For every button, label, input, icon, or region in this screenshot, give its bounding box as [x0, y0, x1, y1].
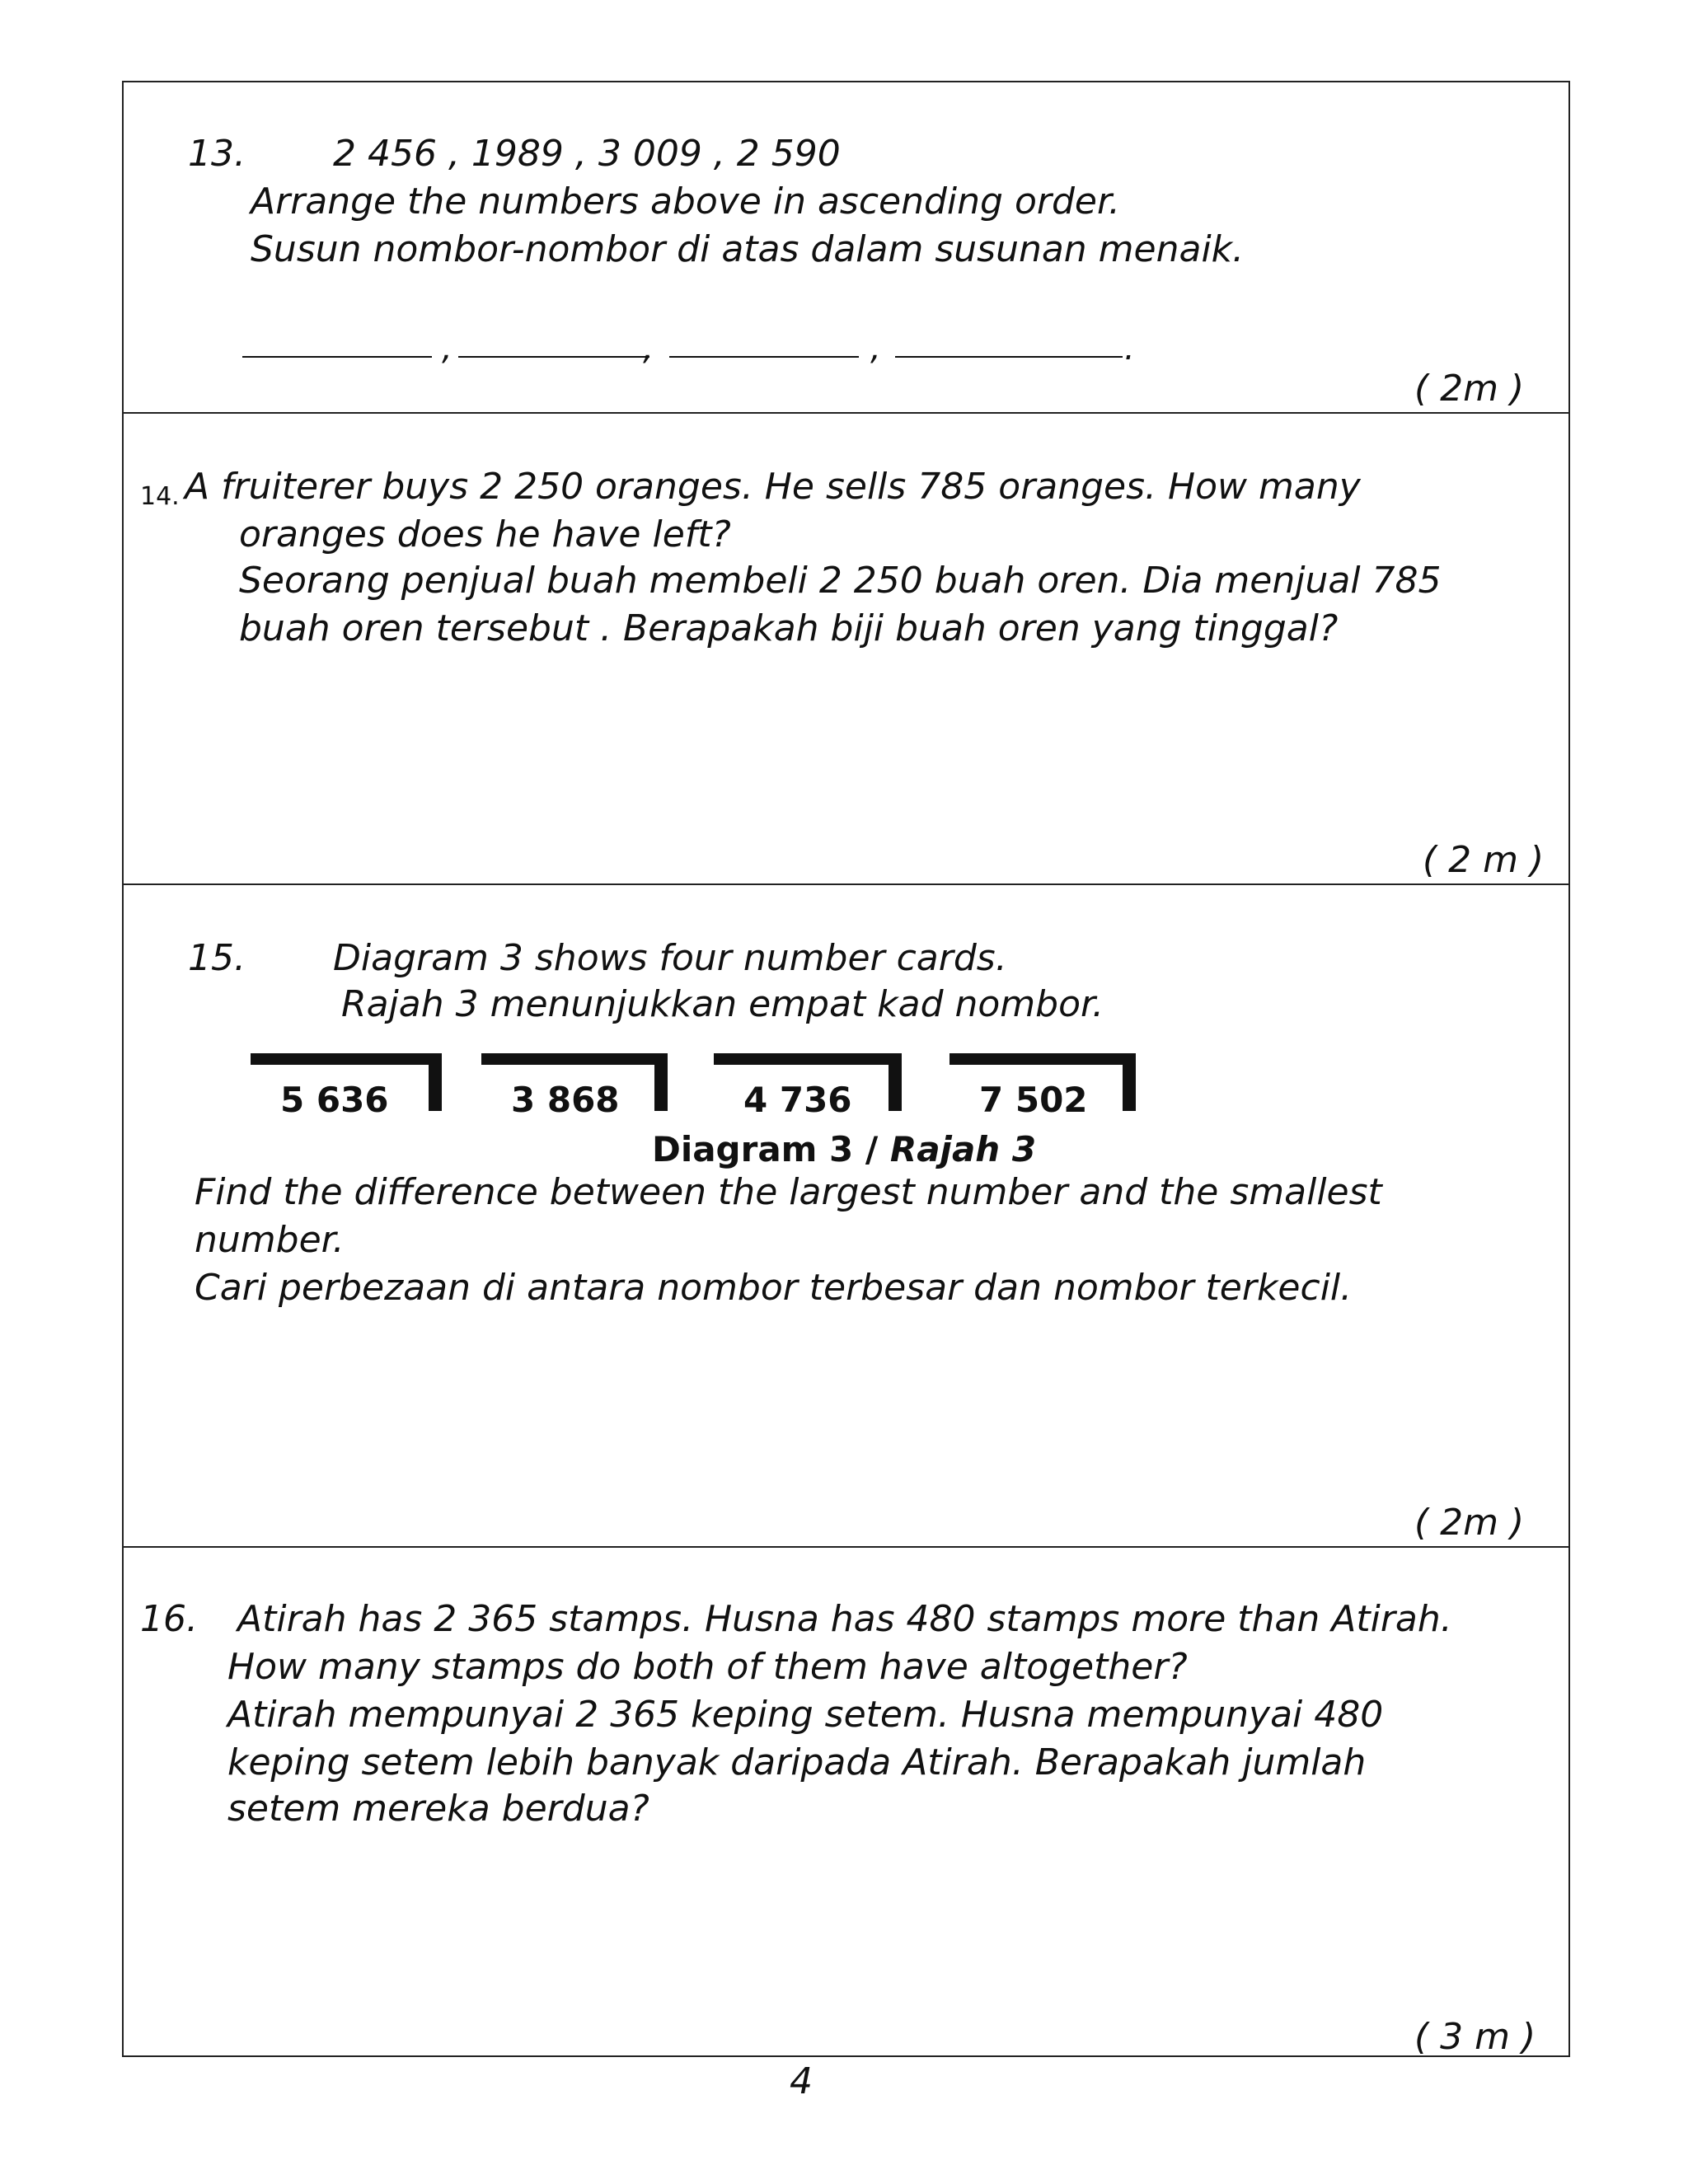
question-16-line-2: How many stamps do both of them have altogether?: [227, 1646, 1188, 1688]
question-14-line-1: A fruiterer buys 2 250 oranges. He sells 785 oranges. How many: [185, 466, 1361, 508]
number-card-1: [251, 1053, 442, 1111]
answer-comma-3: ,: [870, 330, 881, 368]
question-13-line-ms: Susun nombor-nombor di atas dalam susunan menaik.: [251, 228, 1245, 270]
diagram-caption-italic: Rajah 3: [889, 1129, 1037, 1169]
question-13-line-en: Arrange the numbers above in ascending order.: [251, 180, 1120, 223]
question-15-ask-2: number.: [195, 1219, 345, 1261]
question-16-number: 16.: [140, 1598, 198, 1640]
question-13-number: 13.: [188, 133, 246, 175]
number-card-4: [950, 1053, 1136, 1111]
number-card-2-value: 3 868: [511, 1080, 620, 1113]
question-13-values: 2 456 , 1989 , 3 009 , 2 590: [333, 133, 841, 175]
number-card-2: [481, 1053, 668, 1111]
diagram-caption: [0, 1129, 1688, 1169]
question-15-ask-1: Find the difference between the largest number and the smallest: [195, 1171, 1382, 1213]
question-15-number: 15.: [188, 937, 246, 979]
answer-blank-3[interactable]: [669, 356, 859, 358]
question-14-number: 14.: [140, 482, 180, 511]
number-card-4-value: 7 502: [979, 1080, 1088, 1113]
question-15-line-en: Diagram 3 shows four number cards.: [333, 937, 1007, 979]
answer-comma-1: ,: [442, 330, 452, 368]
question-14-line-3: Seorang penjual buah membeli 2 250 buah oren. Dia menjual 785: [239, 560, 1442, 602]
number-card-3: [714, 1053, 902, 1111]
question-14-line-4: buah oren tersebut . Berapakah biji buah oren yang tinggal?: [239, 607, 1339, 649]
answer-blank-2[interactable]: [458, 356, 649, 358]
question-15-ask-3: Cari perbezaan di antara nombor terbesar dan nombor terkecil.: [195, 1267, 1353, 1309]
answer-blank-4[interactable]: [895, 356, 1123, 358]
question-14-line-2: oranges does he have left?: [239, 513, 731, 555]
question-16-line-5: setem mereka berdua?: [227, 1788, 649, 1830]
question-14-marks: ( 2 m ): [1423, 839, 1545, 881]
question-13-marks: ( 2m ): [1414, 368, 1525, 410]
answer-blank-1[interactable]: [242, 356, 432, 358]
question-16-line-3: Atirah mempunyai 2 365 keping setem. Husna mempunyai 480: [227, 1694, 1384, 1736]
question-16-line-4: keping setem lebih banyak daripada Atirah. Berapakah jumlah: [227, 1741, 1367, 1783]
question-15-marks: ( 2m ): [1414, 1502, 1525, 1544]
question-16-marks: ( 3 m ): [1414, 2016, 1536, 2058]
number-card-1-value: 5 636: [280, 1080, 389, 1113]
answer-comma-2: ,: [643, 330, 654, 368]
diagram-caption-main: Diagram 3 /: [651, 1129, 890, 1169]
number-card-3-value: 4 736: [743, 1080, 852, 1113]
question-15-line-ms: Rajah 3 menunjukkan empat kad nombor.: [341, 983, 1104, 1025]
page-number: 4: [790, 2060, 813, 2102]
answer-period: .: [1124, 330, 1135, 368]
question-16-line-1: Atirah has 2 365 stamps. Husna has 480 stamps more than Atirah.: [237, 1598, 1452, 1640]
